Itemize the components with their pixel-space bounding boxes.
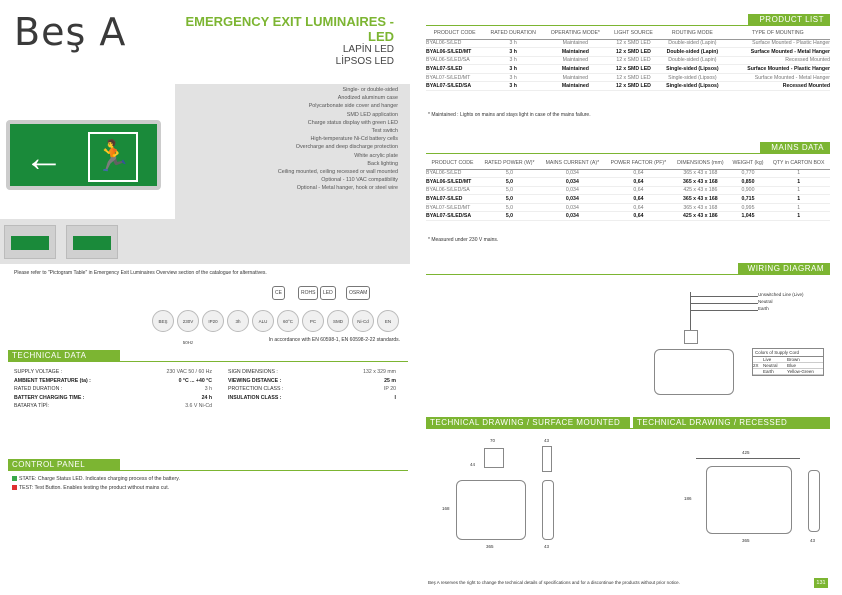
- color-legend: Colors of Supply Cord Live Brown 2X Neutral Blue Earth Yellow-Green: [752, 348, 824, 376]
- table-cell: 3 h: [483, 48, 543, 57]
- table-cell: BYAL06-S/LED: [426, 169, 479, 178]
- table-cell: 0,034: [540, 212, 605, 221]
- technical-row: [12, 377, 398, 386]
- table-cell: 5,0: [479, 169, 540, 178]
- table-cell: Maintained: [543, 56, 608, 65]
- pictogram-note: Please refer to "Pictogram Table" in Emergency Exit Luminaires Overview section of the catalogue for alternatives.: [14, 270, 267, 276]
- property-icon: 230V 50Hz: [177, 310, 199, 332]
- table-cell: Maintained: [543, 65, 608, 74]
- technical-cell: INSULATION CLASS :: [228, 394, 282, 401]
- legend-prefix: [753, 357, 763, 362]
- column-header: ROUTING MODE: [659, 28, 725, 39]
- property-icon: 60°C: [277, 310, 299, 332]
- legend-color: Yellow-Green: [787, 369, 814, 374]
- table-cell: Double-sided (Lapin): [659, 39, 725, 48]
- feature-item: Charge status display with green LED: [307, 119, 398, 126]
- table-cell: Surface Mounted - Plastic Hanger: [726, 65, 831, 74]
- technical-row: [12, 394, 398, 403]
- page-title: EMERGENCY EXIT LUMINAIRES - LED: [185, 14, 394, 44]
- technical-cell: I: [394, 394, 396, 401]
- table-cell: 5,0: [479, 186, 540, 195]
- table-cell: 0,64: [605, 212, 672, 221]
- table-row: [426, 186, 830, 195]
- product-list-table: [426, 28, 830, 91]
- status-led-icon: [12, 476, 17, 481]
- technical-data-header: TECHNICAL DATA: [8, 350, 120, 362]
- technical-table: [12, 368, 398, 411]
- product-note: * Maintained : Lights on mains and stays light in case of the mains failure.: [428, 112, 591, 118]
- control-test: TEST: Test Button. Enables testing the product without mains cut.: [12, 485, 169, 491]
- column-header: RATED DURATION: [483, 28, 543, 39]
- table-cell: 0,770: [729, 169, 768, 178]
- wiring-diagram-header: WIRING DIAGRAM: [738, 263, 830, 275]
- column-header: TYPE OF MOUNTING: [726, 28, 831, 39]
- feature-item: SMD LED application: [346, 111, 398, 118]
- table-row: [426, 39, 830, 48]
- table-cell: 12 x SMD LED: [608, 48, 660, 57]
- table-cell: 1: [767, 178, 830, 187]
- table-cell: 5,0: [479, 195, 540, 204]
- technical-cell: 230 VAC 50 / 60 Hz: [166, 369, 212, 376]
- table-row: [426, 65, 830, 74]
- table-cell: 3 h: [483, 65, 543, 74]
- technical-row: [12, 402, 398, 411]
- table-row: [426, 56, 830, 65]
- table-cell: BYAL06-S/LED: [426, 39, 483, 48]
- title-block: [160, 14, 394, 68]
- table-cell: BYAL07-S/LED/SA: [426, 82, 483, 91]
- table-cell: BYAL06-S/LED/MT: [426, 48, 483, 57]
- table-cell: Recessed Mounted: [726, 56, 831, 65]
- product-list-header: PRODUCT LIST: [748, 14, 830, 26]
- arrow-left-icon: ←: [24, 136, 64, 180]
- column-header: MAINS CURRENT (A)*: [540, 158, 605, 169]
- table-cell: 12 x SMD LED: [608, 56, 660, 65]
- table-cell: Maintained: [543, 48, 608, 57]
- column-header: OPERATING MODE*: [543, 28, 608, 39]
- table-cell: 0,034: [540, 186, 605, 195]
- table-cell: 5,0: [479, 212, 540, 221]
- table-cell: 0,64: [605, 195, 672, 204]
- technical-cell: [226, 402, 346, 411]
- property-icon: EN: [377, 310, 399, 332]
- column-header: RATED POWER (W)*: [479, 158, 540, 169]
- table-cell: 1: [767, 186, 830, 195]
- exit-sign-image: [6, 120, 161, 190]
- feature-item: Ceiling mounted, ceiling recessed or wall mounted: [277, 169, 398, 176]
- running-man-icon: 🏃: [88, 132, 138, 182]
- feature-item: Anodized aluminum case: [337, 95, 398, 102]
- page-number: 131: [814, 578, 828, 588]
- legend-color: Brown: [787, 357, 800, 362]
- feature-item: Optional - 110 VAC compatibility: [321, 177, 398, 184]
- control-state: STATE: Charge Status LED. Indicates charging process of the battery.: [12, 476, 180, 482]
- table-cell: Single-sided (Lipsos): [659, 82, 725, 91]
- table-cell: 0,034: [540, 169, 605, 178]
- technical-cell: 0 °C ... +40 °C: [178, 377, 212, 384]
- table-cell: 3 h: [483, 39, 543, 48]
- model-lipsos: LİPSOS LED: [335, 56, 394, 67]
- table-cell: Maintained: [543, 82, 608, 91]
- table-row: [426, 178, 830, 187]
- technical-cell: [346, 402, 398, 411]
- legend-wire: Earth: [763, 369, 774, 374]
- table-cell: 1,045: [729, 212, 768, 221]
- technical-cell: SIGN DIMENSIONS :: [228, 369, 278, 376]
- table-cell: 0,900: [729, 186, 768, 195]
- legend-row: [753, 369, 823, 375]
- table-cell: 12 x SMD LED: [608, 73, 660, 82]
- feature-list: [200, 86, 398, 193]
- luminaire-outline: [654, 349, 734, 395]
- table-cell: 12 x SMD LED: [608, 39, 660, 48]
- surface-drawing-header: TECHNICAL DRAWING / SURFACE MOUNTED: [426, 417, 630, 429]
- brand-logo: Beş A: [14, 10, 127, 54]
- feature-item: Test switch: [371, 128, 398, 135]
- cert-mark: CE: [272, 286, 285, 300]
- table-cell: BYAL06-S/LED/SA: [426, 56, 483, 65]
- column-header: PRODUCT CODE: [426, 158, 479, 169]
- technical-row: [12, 385, 398, 394]
- table-cell: 0,850: [729, 178, 768, 187]
- property-icon: PC: [302, 310, 324, 332]
- table-cell: 0,64: [605, 203, 672, 212]
- table-cell: 0,034: [540, 203, 605, 212]
- technical-cell: 25 m: [384, 377, 396, 384]
- table-cell: BYAL06-S/LED/SA: [426, 186, 479, 195]
- cert-mark: ROHS: [298, 286, 318, 300]
- column-header: POWER FACTOR (PF)*: [605, 158, 672, 169]
- mains-data-header: MAINS DATA: [760, 142, 830, 154]
- thumbnail-1[interactable]: [4, 225, 56, 259]
- table-cell: 0,995: [729, 203, 768, 212]
- table-cell: 0,034: [540, 178, 605, 187]
- technical-cell: IP 20: [383, 386, 396, 393]
- table-row: [426, 48, 830, 57]
- column-header: QTY in CARTON BOX: [767, 158, 830, 169]
- divider: [426, 274, 830, 275]
- table-cell: 1: [767, 212, 830, 221]
- table-cell: Surface Mounted - Metal Hanger: [726, 48, 831, 57]
- table-cell: 0,715: [729, 195, 768, 204]
- header-row: [426, 28, 830, 39]
- feature-item: Back lighting: [367, 160, 398, 167]
- technical-cell: PROTECTION CLASS :: [228, 386, 284, 393]
- property-icon: IP20: [202, 310, 224, 332]
- divider: [8, 361, 408, 362]
- table-cell: Double-sided (Lapin): [659, 56, 725, 65]
- table-cell: Recessed Mounted: [726, 82, 831, 91]
- divider: [426, 153, 830, 154]
- thumbnail-2[interactable]: [66, 225, 118, 259]
- standards-note: In accordance with EN 60598-1, EN 60598-2-22 standards.: [268, 337, 400, 343]
- property-icon: SMD: [327, 310, 349, 332]
- property-icon: 3h: [227, 310, 249, 332]
- table-cell: 1: [767, 169, 830, 178]
- table-cell: 365 x 43 x 168: [672, 195, 729, 204]
- legend-color: Blue: [787, 363, 797, 368]
- table-cell: Surface Mounted - Plastic Hanger: [726, 39, 831, 48]
- technical-cell: BATARYA TİPİ:: [14, 403, 49, 410]
- table-row: [426, 195, 830, 204]
- mains-data-table: [426, 158, 830, 221]
- recessed-drawing-header: TECHNICAL DRAWING / RECESSED MOUNTED: [633, 417, 830, 429]
- table-cell: BYAL07-S/LED: [426, 195, 479, 204]
- table-cell: Single-sided (Lipsos): [659, 73, 725, 82]
- property-icon: Ni-Cd: [352, 310, 374, 332]
- table-cell: Maintained: [543, 39, 608, 48]
- table-cell: 425 x 43 x 186: [672, 186, 729, 195]
- table-cell: Single-sided (Lipsos): [659, 65, 725, 74]
- table-cell: 5,0: [479, 178, 540, 187]
- legend-wire: Neutral: [763, 363, 778, 368]
- table-cell: 1: [767, 203, 830, 212]
- technical-cell: VIEWING DISTANCE :: [228, 377, 282, 384]
- table-cell: 3 h: [483, 73, 543, 82]
- legend-wire: Live: [763, 357, 772, 362]
- model-lapin: LAPİN LED: [342, 44, 394, 55]
- column-header: LIGHT SOURCE: [608, 28, 660, 39]
- table-row: [426, 73, 830, 82]
- table-cell: 12 x SMD LED: [608, 65, 660, 74]
- table-cell: 425 x 43 x 186: [672, 212, 729, 221]
- table-cell: BYAL07-S/LED/MT: [426, 203, 479, 212]
- terminal-block: [684, 330, 698, 344]
- table-cell: BYAL07-S/LED: [426, 65, 483, 74]
- technical-cell: 132 x 329 mm: [363, 369, 396, 376]
- table-row: [426, 212, 830, 221]
- technical-cell: RATED DURATION :: [14, 386, 63, 393]
- technical-cell: 3 h: [204, 386, 212, 393]
- feature-item: Optional - Metal hanger, hook or steel wire: [296, 185, 398, 192]
- control-panel-header: CONTROL PANEL: [8, 459, 120, 471]
- cert-mark: LED: [320, 286, 336, 300]
- table-cell: 5,0: [479, 203, 540, 212]
- table-cell: BYAL06-S/LED/MT: [426, 178, 479, 187]
- header-row: [426, 158, 830, 169]
- cert-mark: OSRAM: [346, 286, 370, 300]
- table-row: [426, 169, 830, 178]
- legend-prefix: 2X: [753, 363, 759, 368]
- table-cell: Surface Mounted - Metal Hanger: [726, 73, 831, 82]
- table-cell: 0,034: [540, 195, 605, 204]
- feature-item: Single- or double-sided: [342, 87, 398, 93]
- feature-item: High-temperature Ni-Cd battery cells: [310, 136, 398, 143]
- table-cell: 0,64: [605, 186, 672, 195]
- mains-note: * Measured under 230 V mains.: [428, 237, 499, 243]
- table-row: [426, 82, 830, 91]
- feature-item: Overcharge and deep discharge protection: [295, 144, 398, 151]
- table-cell: BYAL07-S/LED/MT: [426, 73, 483, 82]
- column-header: DIMENSIONS (mm): [672, 158, 729, 169]
- divider: [8, 470, 408, 471]
- table-cell: 365 x 43 x 168: [672, 203, 729, 212]
- table-cell: 3 h: [483, 56, 543, 65]
- technical-cell: 24 h: [201, 394, 212, 401]
- table-cell: 3 h: [483, 82, 543, 91]
- divider: [426, 25, 830, 26]
- table-cell: 0,64: [605, 178, 672, 187]
- property-icon: ALU: [252, 310, 274, 332]
- table-cell: Maintained: [543, 73, 608, 82]
- table-row: [426, 203, 830, 212]
- catalog-page: Beş A EMERGENCY EXIT LUMINAIRES - LED LAPİN LED LİPSOS LED ← 🏃 Single- or double-sided Anodized aluminum case Polycarbonate side cover and hanger SMD LED application Charge status display with green LED Test switch High-temperature Ni-Cd battery cells Overcharge and deep discharge protection White acrylic plate Back lighting Ceiling mounted, ceiling recessed or wall mounted Optional - 110 VAC compatibility Optional - Metal hanger, hook or steel wire Please refer to "Pictogram Table" in Emergency Exit Luminaires Overview section of the catalogue for alternatives. In accordance with EN 60598-1, EN 60598-2-22 standards. TECHNICAL DATA SUPPLY VOLTAGE : 230 VAC 50 / 60 Hz SIGN DIMENSIONS : 132 x 329 mm AMBIENT TEMPERATURE (ta) : 0 °C ... +40 °C VIEWING DISTANCE : 25 m RATED DURATION : 3 h PROTECTION CLASS : IP 20 BATTERY CHARGING TIME : 24 h INSULATION CLASS : I BATARYA TİPİ: 3.6 V Ni-Cd CONTROL PANEL STATE: Charge Status LED. Indicates charging process of the battery. TEST: Test Button. Enables testing the product without mains cut. PRODUCT LIST PRODUCT CODE RATED DURATION OPERATING MODE* LIGHT SOURCE ROUTING MODE TYPE OF MOUNTING BYAL06-S/LED 3 h Maintained 12 x SMD LED Double-sided (Lapin) Surface Mounted - Plastic Hanger BYAL06-S/LED/MT 3 h Maintained 12 x SMD LED Double-sided (Lapin) Surface Mounted - Metal Hanger BYAL06-S/LED/SA 3 h Maintained 12 x SMD LED Double-sided (Lapin) Recessed Mounted BYAL07-S/LED 3 h Maintained 12 x SMD LED Single-sided (Lipsos) Surface Mounted - Plastic Hanger BYAL07-S/LED/MT 3 h Maintained 12 x SMD LED Single-sided (Lipsos) Surface Mounted - Metal Hanger BYAL07-S/LED/SA 3 h Maintained 12 x SMD LED Single-sided (Lipsos) Recessed Mounted * Maintained : Lights on mains and stays light in case of the mains failure. MAINS DATA PRODUCT CODE RATED POWER (W)* MAINS CURRENT (A)* POWER FACTOR (PF)* DIMENSIONS (mm) WEIGHT (kg) QTY in CARTON BOX BYAL06-S/LED 5,0 0,034 0,64 365 x 43 x 168 0,770 1 BYAL06-S/LED/MT 5,0 0,034 0,64 365 x 43 x 168 0,850 1 BYAL06-S/LED/SA 5,0 0,034 0,64 425 x 43 x 186 0,900 1 BYAL07-S/LED 5,0 0,034 0,64 365 x 43 x 168 0,715 1 BYAL07-S/LED/MT 5,0 0,034 0,64 365 x 43 x 168 0,995 1 BYAL07-S/LED/SA 5,0 0,034 0,64 425 x 43 x 186 1,045 1 * Measured under 230 V mains. WIRING DIAGRAM Unswitched Line (Live) Neutral Earth Colors of Supply Cord Live Brown 2X Neutral Blue Earth Yellow-Green TECHNICAL DRAWING / SURFACE MOUNTED TECHNICAL DRAWING / RECESSED MOUNTED 70 44 43 168 365 43 425 186 365 43 Beş A reserves the right to change the technical details of specifications and for a discontinue the products without prior notice. 131 CE ROHS LED OSRAM BEŞ 230V 50Hz IP20 3h ALU 60°C PC SMD Ni-Cd EN: [0, 0, 842, 595]
- table-cell: 1: [767, 195, 830, 204]
- property-icon: BEŞ: [152, 310, 174, 332]
- technical-row: [12, 368, 398, 377]
- test-button-icon: [12, 485, 17, 490]
- legend-prefix: [753, 369, 763, 374]
- column-header: PRODUCT CODE: [426, 28, 483, 39]
- technical-cell: 3.6 V Ni-Cd: [185, 403, 212, 410]
- table-cell: Double-sided (Lapin): [659, 48, 725, 57]
- table-cell: 365 x 43 x 168: [672, 178, 729, 187]
- table-cell: BYAL07-S/LED/SA: [426, 212, 479, 221]
- technical-cell: SUPPLY VOLTAGE :: [14, 369, 63, 376]
- divider: [426, 428, 830, 429]
- technical-cell: BATTERY CHARGING TIME :: [14, 394, 85, 401]
- footer-disclaimer: Beş A reserves the right to change the technical details of specifications and for a discontinue the products without prior notice.: [428, 580, 680, 585]
- table-cell: 12 x SMD LED: [608, 82, 660, 91]
- feature-item: White acrylic plate: [354, 152, 398, 159]
- technical-cell: AMBIENT TEMPERATURE (ta) :: [14, 377, 91, 384]
- table-cell: 365 x 43 x 168: [672, 169, 729, 178]
- feature-item: Polycarbonate side cover and hanger: [308, 103, 398, 110]
- table-cell: 0,64: [605, 169, 672, 178]
- column-header: WEIGHT (kg): [729, 158, 768, 169]
